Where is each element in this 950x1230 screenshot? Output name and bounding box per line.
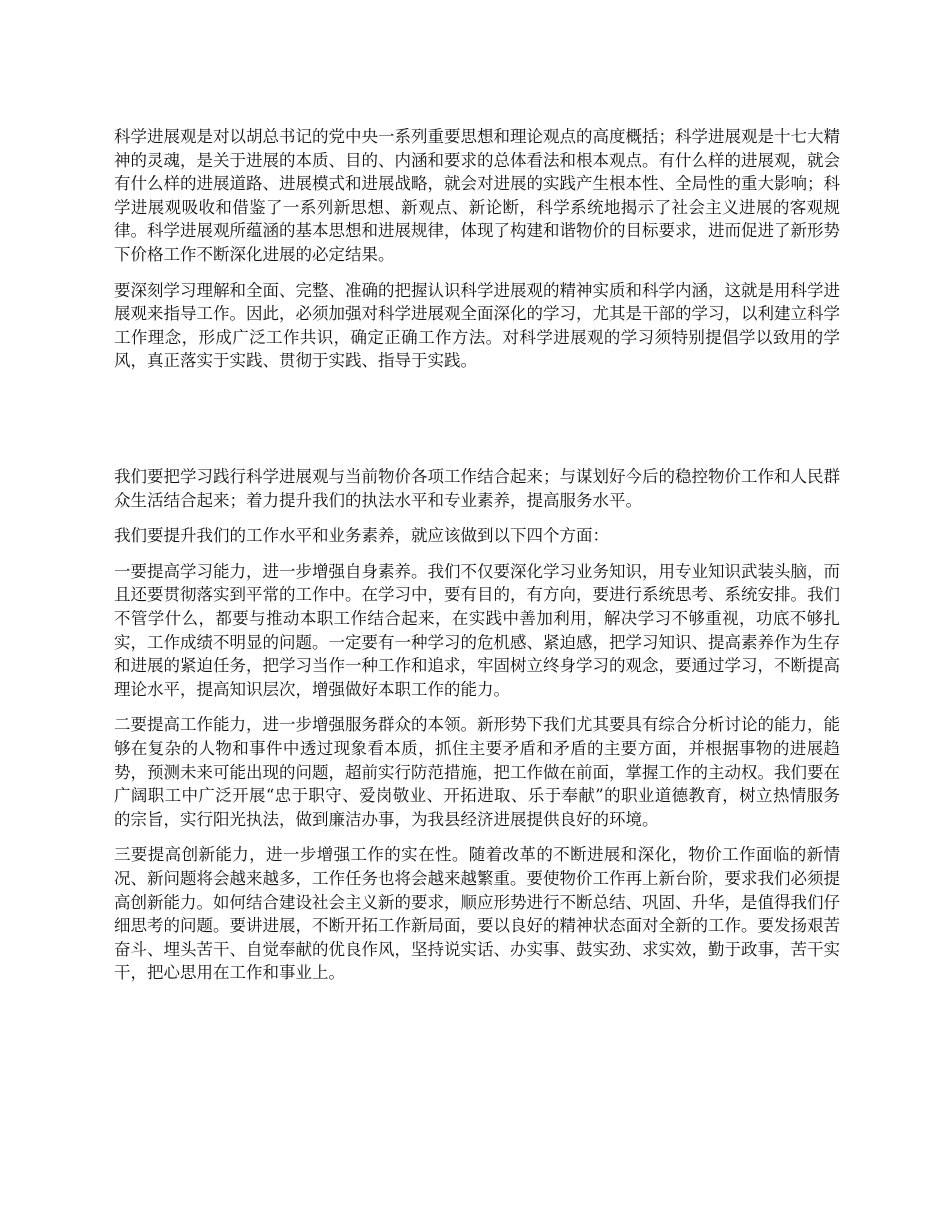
section-top <box>114 125 840 385</box>
paragraph-study-requirements: 要深刻学习理解和全面、完整、准确的把握认识科学进展观的精神实质和科学内涵，这就是用科学进展观来指导工作。因此，必须加强对科学进展观全面深化的学习，尤其是干部的学习，以利建立科学工作理念，形成广泛工作共识，确定正确工作方法。对科学进展观的学习须特别提倡学以致用的学风，真正落实于实践、贯彻于实践、指导于实践。 <box>114 280 840 371</box>
paragraph-combine-with-work: 我们要把学习践行科学进展观与当前物价各项工作结合起来；与谋划好今后的稳控物价工作和人民群众生活结合起来；着力提升我们的执法水平和专业素养，提高服务水平。 <box>114 467 840 510</box>
paragraph-innovation-ability: 三要提高创新能力，进一步增强工作的实在性。随着改革的不断进展和深化，物价工作面临的新情况、新问题将会越来越多，工作任务也将会越来越繁重。要使物价工作再上新台阶，要求我们必须提高创新能力。如何结合建设社会主义新的要求，顺应形势进行不断总结、巩固、升华，是值得我们仔细思考的问题。要讲进展，不断开拓工作新局面，要以良好的精神状态面对全新的工作。要发扬艰苦奋斗、埋头苦干、自觉奉献的优良作风，坚持说实话、办实事、鼓实劲、求实效，勤于政事，苦干实干，把心思用在工作和事业上。 <box>114 845 840 983</box>
paragraph-work-ability: 二要提高工作能力，进一步增强服务群众的本领。新形势下我们尤其要具有综合分析讨论的能力，能够在复杂的人物和事件中透过现象看本质，抓住主要矛盾和矛盾的主要方面，并根据事物的进展趋势，预测未来可能出现的问题，超前实行防范措施，把工作做在前面，掌握工作的主动权。我们要在广阔职工中广泛开展“忠于职守、爱岗敬业、开拓进取、乐于奉献”的职业道德教育，树立热情服务的宗旨，实行阳光执法，做到廉洁办事，为我县经济进展提供良好的环境。 <box>114 715 840 829</box>
paragraph-learning-ability: 一要提高学习能力，进一步增强自身素养。我们不仅要深化学习业务知识，用专业知识武装头脑，而且还要贯彻落实到平常的工作中。在学习中，要有目的，有方向，要进行系统思考、系统安排。我们不管学什么，都要与推动本职工作结合起来，在实践中善加利用，解决学习不够重视，功底不够扎实，工作成绩不明显的问题。一定要有一种学习的危机感、紧迫感，把学习知识、提高素养作为生存和进展的紧迫任务，把学习当作一种工作和追求，牢固树立终身学习的观念，要通过学习，不断提高理论水平，提高知识层次，增强做好本职工作的能力。 <box>114 561 840 699</box>
section-bottom <box>114 465 840 997</box>
paragraph-scientific-outlook-definition: 科学进展观是对以胡总书记的党中央一系列重要思想和理论观点的高度概括；科学进展观是十七大精神的灵魂，是关于进展的本质、目的、内涵和要求的总体看法和根本观点。有什么样的进展观，就会有什么样的进展道路、进展模式和进展战略，就会对进展的实践产生根本性、全局性的重大影响；科学进展观吸收和借鉴了一系列新思想、新观点、新论断，科学系统地揭示了社会主义进展的客观规律。科学进展观所蕴涵的基本思想和进展规律，体现了构建和谐物价的目标要求，进而促进了新形势下价格工作不断深化进展的必定结果。 <box>114 127 840 264</box>
paragraph-four-aspects-intro: 我们要提升我们的工作水平和业务素养，就应该做到以下四个方面： <box>114 526 609 546</box>
